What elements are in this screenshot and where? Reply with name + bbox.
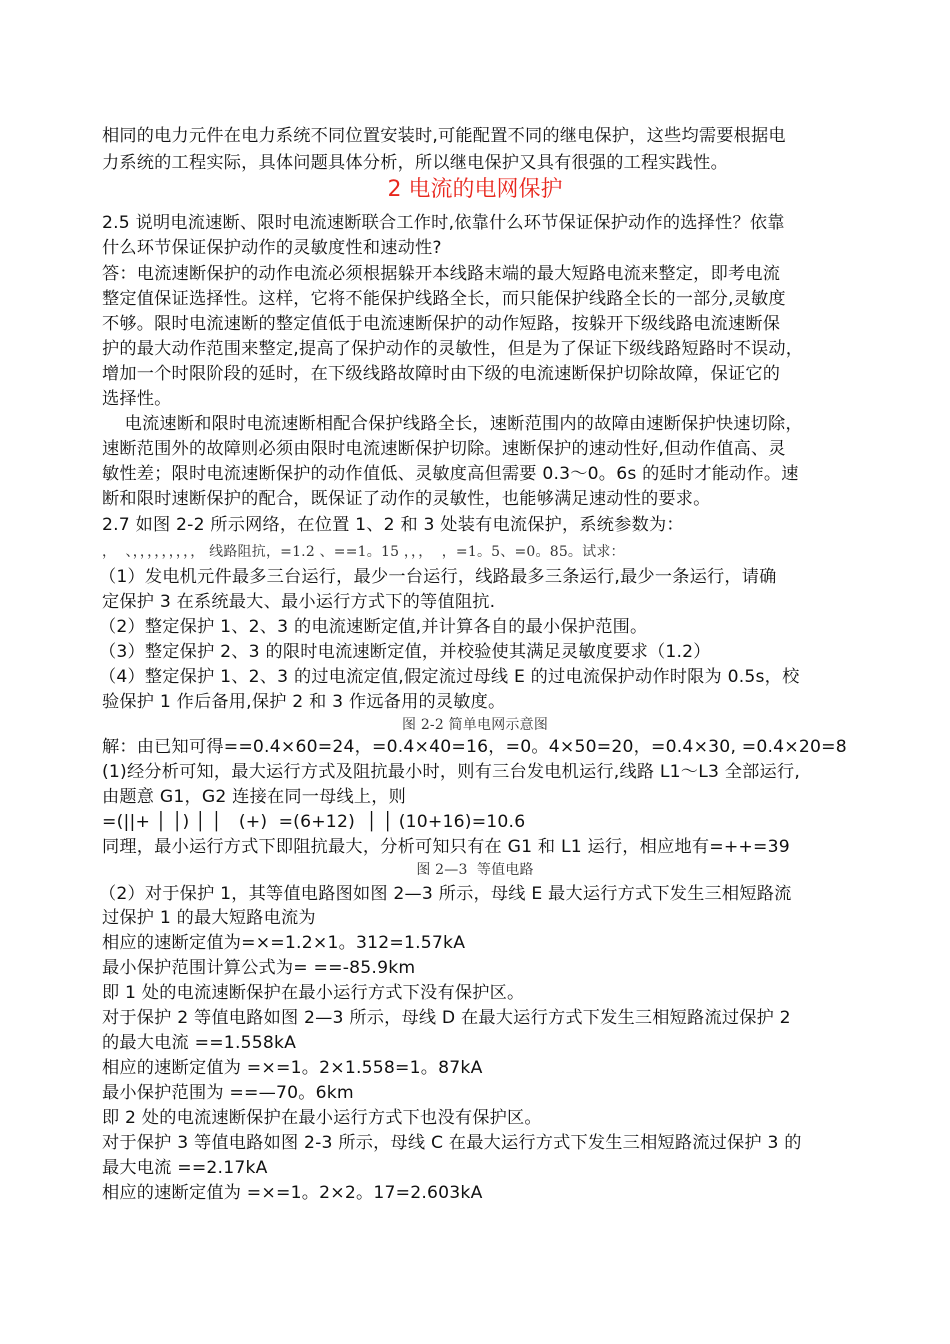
paragraph-line: 敏性差；限时电流速断保护的动作值低、灵敏度高但需要 0.3～0。6s 的延时才能动作。速 xyxy=(102,464,799,484)
solution-line: 由题意 G1，G2 连接在同一母线上，则 xyxy=(102,787,407,807)
solution-line: 同理，最小运行方式下即阻抗最大，分析可知只有在 G1 和 L1 运行，相应地有=++=39 xyxy=(102,837,790,857)
figure-caption: 图 2-2 简单电网示意图 xyxy=(401,717,549,733)
solution-line: 相应的速断定值为=×=1.2×1。312=1.57kA xyxy=(102,933,466,953)
solution-line: 的最大电流 ==1.558kA xyxy=(102,1033,297,1053)
solution-line: 过保护 1 的最大短路电流为 xyxy=(102,908,316,928)
solution-line: 相应的速断定值为 =×=1。2×1.558=1。87kA xyxy=(102,1058,483,1078)
solution-line: 即 2 处的电流速断保护在最小运行方式下也没有保护区。 xyxy=(102,1108,542,1128)
task-line: （2）整定保护 1、2、3 的电流速断定值,并计算各自的最小保护范围。 xyxy=(99,617,648,637)
solution-line: 最小保护范围计算公式为= ==-85.9km xyxy=(102,958,416,978)
question-line: 什么环节保证保护动作的灵敏度性和速动性? xyxy=(102,238,442,258)
task-line: 验保护 1 作后备用,保护 2 和 3 作远备用的灵敏度。 xyxy=(102,692,506,712)
question-line: 2.5 说明电流速断、限时电流速断联合工作时,依靠什么环节保证保护动作的选择性？依靠 xyxy=(102,213,785,233)
figure-caption: 图 2—3 等值电路 xyxy=(416,862,534,878)
answer-line: 答：电流速断保护的动作电流必须根据躲开本线路末端的最大短路电流来整定，即考电流 xyxy=(102,264,781,284)
answer-line: 不够。限时电流速断的整定值低于电流速断保护的动作短路，按躲开下级线路电流速断保 xyxy=(102,314,781,334)
task-line: （3）整定保护 2、3 的限时电流速断定值，并校验使其满足灵敏度要求（1.2） xyxy=(99,642,711,662)
solution-line: 相应的速断定值为 =×=1。2×2。17=2.603kA xyxy=(102,1183,483,1203)
answer-line: 增加一个时限阶段的延时，在下级线路故障时由下级的电流速断保护切除故障，保证它的 xyxy=(102,364,781,384)
solution-line: （2）对于保护 1，其等值电路图如图 2—3 所示，母线 E 最大运行方式下发生三相短路流 xyxy=(99,884,792,904)
solution-line: (1)经分析可知，最大运行方式及阻抗最小时，则有三台发电机运行,线路 L1～L3 全部运行, xyxy=(102,762,800,782)
answer-line: 选择性。 xyxy=(102,389,172,409)
solution-line: 最大电流 ==2.17kA xyxy=(102,1158,268,1178)
answer-line: 整定值保证选择性。这样，它将不能保护线路全长，而只能保护线路全长的一部分,灵敏度 xyxy=(102,289,786,309)
task-line: （4）整定保护 1、2、3 的过电流定值,假定流过母线 E 的过电流保护动作时限为 0.5s，校 xyxy=(99,667,800,687)
paragraph-line: 速断范围外的故障则必须由限时电流速断保护切除。速断保护的速动性好,但动作值高、灵 xyxy=(102,439,786,459)
parameters-line: ， 、，，，，，，，，， 线路阻抗，=1.2 、==1。15 ，，， ，=1。5、=0。85。试求： xyxy=(102,544,625,560)
intro-line: 力系统的工程实际，具体问题具体分析，所以继电保护又具有很强的工程实践性。 xyxy=(102,153,728,173)
paragraph-line: 电流速断和限时电流速断相配合保护线路全长，速断范围内的故障由速断保护快速切除， xyxy=(102,414,803,434)
solution-line: 最小保护范围为 ==—70。6km xyxy=(102,1083,354,1103)
task-line: 定保护 3 在系统最大、最小运行方式下的等值阻抗. xyxy=(102,592,496,612)
task-line: （1）发电机元件最多三台运行，最少一台运行，线路最多三条运行,最少一条运行，请确 xyxy=(99,567,777,587)
intro-line: 相同的电力元件在电力系统不同位置安装时,可能配置不同的继电保护，这些均需要根据电 xyxy=(102,126,786,146)
answer-line: 护的最大动作范围来整定,提高了保护动作的灵敏性，但是为了保证下级线路短路时不误动， xyxy=(102,339,804,359)
solution-line: 对于保护 3 等值电路如图 2-3 所示，母线 C 在最大运行方式下发生三相短路流过保护 3 的 xyxy=(102,1133,802,1153)
question-line: 2.7 如图 2-2 所示网络，在位置 1、2 和 3 处装有电流保护，系统参数为： xyxy=(102,515,684,535)
section-title: 2 电流的电网保护 xyxy=(387,177,563,202)
paragraph-line: 断和限时速断保护的配合，既保证了动作的灵敏性，也能够满足速动性的要求。 xyxy=(102,489,711,509)
solution-line: 解：由已知可得==0.4×60=24，=0.4×40=16，=0。4×50=20，=0.4×30, =0.4×20=8 xyxy=(102,737,847,757)
formula-line: =(||+ │ │) │ │ (+) =(6+12) │ │ (10+16)=10.6 xyxy=(102,812,526,832)
solution-line: 对于保护 2 等值电路如图 2—3 所示，母线 D 在最大运行方式下发生三相短路流过保护 2 xyxy=(102,1008,791,1028)
solution-line: 即 1 处的电流速断保护在最小运行方式下没有保护区。 xyxy=(102,983,525,1003)
